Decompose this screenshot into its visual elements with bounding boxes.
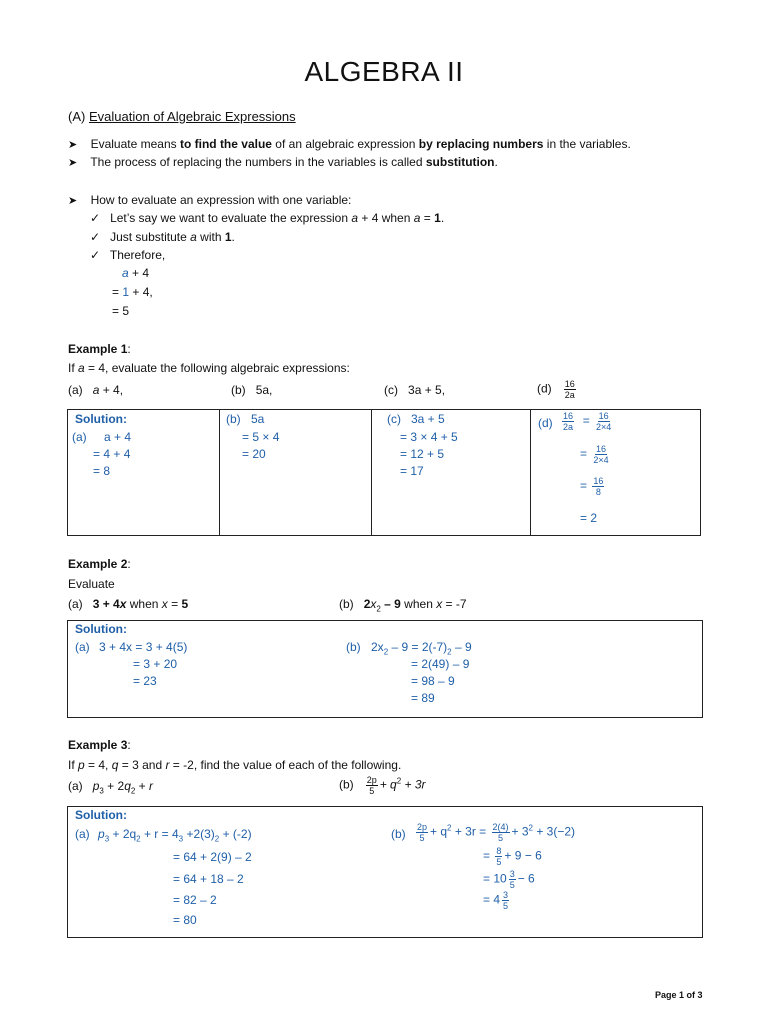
- example-1-heading: Example 1:: [68, 342, 131, 356]
- check-icon: ✓: [90, 248, 101, 262]
- example-2-heading: Example 2:: [68, 557, 131, 571]
- example-2-evaluate: Evaluate: [68, 577, 115, 591]
- sol1-c-line1: 3a + 5: [411, 412, 445, 426]
- example-1-part-b: (b) 5a,: [231, 383, 273, 397]
- sol2-a-line3: = 23: [133, 674, 157, 688]
- check-item-1: ✓ Let’s say we want to evaluate the expression a + 4 when a = 1.: [90, 211, 445, 225]
- check-icon: ✓: [90, 211, 101, 225]
- example-3-intro: If p = 4, q = 3 and r = -2, find the value of each of the following.: [68, 758, 402, 772]
- solution-title: Solution:: [75, 622, 127, 636]
- sol3-b-label: (b): [391, 827, 406, 841]
- section-prefix: (A): [68, 109, 86, 124]
- sol2-b-line2: = 2(49) – 9: [411, 657, 470, 671]
- check-icon: ✓: [90, 230, 101, 244]
- sol1-d-line3: = $\frac{16}{8}$: [580, 476, 604, 497]
- example-3-part-b: (b) $\frac{2p}{5}$ + $q^2 + 3r$: [339, 775, 426, 796]
- sol3-b-line1: $\frac{2p}{5}$ + $q^2 + 3r$ = $\frac{2(4)}{5}$ + $3^2 + 3(-2)$: [417, 822, 576, 843]
- sol3-a-line5: = 80: [173, 913, 197, 927]
- sol1-c-line2: = 3 × 4 + 5: [400, 430, 458, 444]
- example-3-part-a: (a) $p_3 + 2q_2 + r$: [68, 779, 154, 796]
- arrow-bullet-icon: ➤: [68, 195, 78, 207]
- sol3-b-line4: = 4 $\frac{3}{5}$: [483, 890, 509, 911]
- bullet-substitution-definition: ➤ The process of replacing the numbers in the variables is called substitution.: [68, 155, 498, 169]
- sol1-a-line2: = 4 + 4: [93, 447, 131, 461]
- sol2-b-line3: = 98 – 9: [411, 674, 455, 688]
- example-1-part-c: (c) 3a + 5,: [384, 383, 446, 397]
- sol2-a-line2: = 3 + 20: [133, 657, 178, 671]
- sol3-b-line3: = 10 $\frac{3}{5}$ − 6: [483, 869, 535, 890]
- sol2-b-line1: $2x_2 - 9 = 2(-7)_2 - 9$: [371, 640, 472, 657]
- sol1-a-line1: a + 4: [104, 430, 132, 444]
- solution-title: Solution:: [75, 412, 127, 426]
- sol1-d-line4: = 2: [580, 511, 598, 525]
- arrow-bullet-icon: ➤: [68, 139, 78, 151]
- page-title: ALGEBRA II: [304, 56, 464, 87]
- arrow-bullet-icon: ➤: [68, 157, 78, 169]
- check-item-3: ✓ Therefore,: [90, 248, 166, 262]
- worked-line-1: a + 4: [122, 266, 150, 280]
- sol2-b-label: (b): [346, 640, 361, 654]
- sol2-a-line1: 3 + 4x = 3 + 4(5): [99, 640, 188, 654]
- sol1-d-line1: $\frac{16}{2a}$ = $\frac{16}{2\times 4}$: [563, 411, 612, 432]
- sol1-b-line2: = 5 × 4: [242, 430, 280, 444]
- sol1-c-line4: = 17: [400, 464, 424, 478]
- example-1-part-a: (a) a + 4,: [68, 383, 124, 397]
- section-heading: [68, 109, 296, 124]
- sol1-a-line3: = 8: [93, 464, 111, 478]
- worked-line-2: = 1 + 4,: [112, 285, 153, 299]
- sol1-c-line3: = 12 + 5: [400, 447, 445, 461]
- example-2-part-a: (a) 3 + 4x when x = 5: [68, 597, 189, 611]
- example-1-intro: If a = 4, evaluate the following algebraic expressions:: [68, 361, 350, 375]
- solution-title: Solution:: [75, 808, 127, 822]
- sol3-b-line2: = $\frac{8}{5}$ + 9 − 6: [483, 846, 542, 867]
- sol3-a-line1: $p_3 + 2q_2 + r = 4_3 +2(3)_2 + (-2)$: [98, 827, 252, 844]
- example-1-part-d: (d) $\frac{16}{2a}$: [537, 379, 575, 400]
- sol3-a-line3: = 64 + 18 – 2: [173, 872, 244, 886]
- sol1-d-label: (d): [538, 416, 553, 430]
- sol2-a-label: (a): [75, 640, 90, 654]
- worked-line-3: = 5: [112, 304, 130, 318]
- sol1-c-label: (c): [387, 412, 401, 426]
- bullet-evaluate-definition: ➤ Evaluate means to find the value of an algebraic expression by replacing numbers in the variables.: [68, 137, 631, 151]
- check-item-2: ✓ Just substitute a with 1.: [90, 230, 235, 244]
- sol1-b-line3: = 20: [242, 447, 266, 461]
- example-2-part-b: (b) $2x_2 - 9$ when x = -7: [339, 597, 467, 614]
- page-number: Page 1 of 3: [655, 990, 703, 1000]
- sol2-b-line4: = 89: [411, 691, 435, 705]
- sol1-a-label: (a): [72, 430, 87, 444]
- sol1-b-label: (b): [226, 412, 241, 426]
- section-title: Evaluation of Algebraic Expressions: [88, 109, 296, 124]
- sol3-a-label: (a): [75, 827, 90, 841]
- example-3-solution-box: [67, 806, 703, 938]
- sol3-a-line2: = 64 + 2(9) – 2: [173, 850, 252, 864]
- sol3-a-line4: = 82 – 2: [173, 893, 217, 907]
- sol1-d-line2: = $\frac{16}{2\times 4}$: [580, 444, 609, 465]
- sol1-b-line1: 5a: [251, 412, 265, 426]
- example-3-heading: Example 3:: [68, 738, 131, 752]
- bullet-how-to: ➤ How to evaluate an expression with one variable:: [68, 193, 352, 207]
